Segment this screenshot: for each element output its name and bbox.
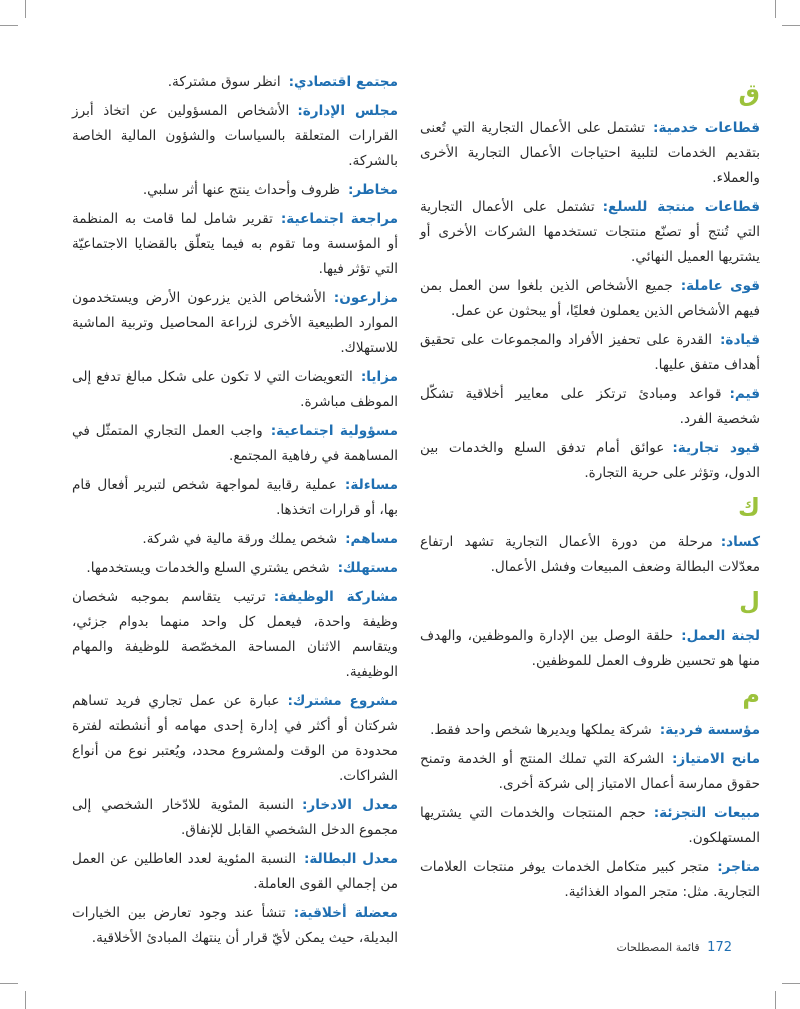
page-footer	[420, 940, 732, 955]
entry-definition: شخص يشتري السلع والخدمات ويستخدمها.	[86, 560, 330, 576]
entry-definition: شخص يملك ورقة مالية في شركة.	[142, 531, 338, 547]
glossary-entry	[72, 527, 398, 552]
entry-definition: تشتمل على الأعمال التجارية التي تُعنى بتقديم الخدمات لتلبية احتياجات الأعمال التجارية الأخرى والعملاء.	[420, 120, 760, 186]
entry-term: قوى عاملة:	[680, 278, 760, 294]
glossary-section-kaf	[420, 492, 760, 580]
entry-definition: القدرة على تحفيز الأفراد والمجموعات على تحقيق أهداف متفق عليها.	[420, 332, 760, 373]
glossary-entry	[72, 419, 398, 469]
section-title: قائمة المصطلحات	[616, 941, 700, 954]
glossary-entry	[72, 286, 398, 361]
crop-mark-top-right-v	[775, 0, 776, 18]
glossary-entry	[420, 328, 760, 378]
entry-term: قطاعات منتجة للسلع:	[602, 199, 761, 215]
glossary-column-right	[420, 72, 760, 909]
entry-term: مستهلك:	[337, 560, 398, 576]
entry-term: مشاركة الوظيفة:	[273, 589, 399, 605]
entry-definition: حجم المنتجات والخدمات التي يشتريها المستهلكون.	[420, 805, 760, 846]
glossary-entry	[72, 365, 398, 415]
glossary-entry	[420, 624, 760, 674]
glossary-section-mim	[420, 680, 760, 905]
entry-definition: جميع الأشخاص الذين بلغوا سن العمل بمن فيهم الأشخاص الذين يعملون فعليًا، أو يبحثون عن عمل.	[420, 278, 760, 319]
entry-definition: عملية رقابية لمواجهة شخص لتبرير أفعال قام بها، أو قرارات اتخذها.	[72, 477, 398, 518]
glossary-entry	[420, 530, 760, 580]
section-letter: ق	[738, 79, 760, 107]
entry-definition: حلقة الوصل بين الإدارة والموظفين، والهدف منها هو تحسين ظروف العمل للموظفين.	[420, 628, 760, 669]
entry-term: مجتمع اقتصادي:	[288, 74, 398, 90]
glossary-entry	[72, 207, 398, 282]
glossary-entry	[420, 801, 760, 851]
entry-term: مزايا:	[360, 369, 398, 385]
section-letter: ك	[738, 493, 760, 521]
entry-term: معضلة أخلاقية:	[293, 905, 398, 921]
glossary-entry	[420, 436, 760, 486]
glossary-entry	[72, 901, 398, 951]
crop-mark-top-right-h	[782, 25, 800, 26]
glossary-entry	[420, 747, 760, 797]
glossary-entry	[420, 195, 760, 270]
entry-term: معدل البطالة:	[303, 851, 398, 867]
section-letter: م	[742, 681, 760, 709]
crop-mark-top-left-v	[25, 0, 26, 18]
entry-term: مراجعة اجتماعية:	[280, 211, 399, 227]
entry-definition: النسبة المئوية للادّخار الشخصي إلى مجموع الدخل الشخصي القابل للإنفاق.	[72, 797, 398, 838]
entry-definition: تنشأ عند وجود تعارض بين الخيارات البديلة، حيث يمكن لأيّ قرار أن ينتهك المبادئ الأخلاقية.	[72, 905, 398, 946]
glossary-section-lam	[420, 586, 760, 674]
entry-term: مزارعون:	[333, 290, 398, 306]
entry-term: كساد:	[720, 534, 760, 550]
glossary-entry	[72, 70, 398, 95]
entry-definition: عبارة عن عمل تجاري فريد تساهم شركتان أو أكثر في إدارة إحدى مهامه أو أنشطته لفترة محدودة من الوقت ولمشروع محدد، ويُعتبر نوع من أنواع الشراكات.	[72, 693, 398, 784]
crop-mark-top-left-h	[0, 25, 18, 26]
section-letter: ل	[739, 587, 760, 615]
entry-definition: انظر سوق مشتركة.	[167, 74, 281, 90]
crop-mark-bottom-right-h	[782, 983, 800, 984]
entry-term: مسؤولية اجتماعية:	[270, 423, 398, 439]
page-number: 172	[707, 940, 732, 955]
glossary-entry	[72, 178, 398, 203]
crop-mark-bottom-left-v	[25, 991, 26, 1009]
entry-definition: واجب العمل التجاري المتمثّل في المساهمة في رفاهية المجتمع.	[72, 423, 398, 464]
entry-definition: تشتمل على الأعمال التجارية التي تُنتج أو تصنّع منتجات تستخدمها الشركات الأخرى أو يشتريها العميل النهائي.	[420, 199, 760, 265]
entry-term: مانح الامتياز:	[671, 751, 760, 767]
entry-term: مساهم:	[345, 531, 398, 547]
entry-term: قيم:	[729, 386, 760, 402]
glossary-entry	[420, 718, 760, 743]
entry-definition: عوائق أمام تدفق السلع والخدمات بين الدول، وتؤثر على حرية التجارة.	[420, 440, 760, 481]
entry-term: مخاطر:	[347, 182, 398, 198]
glossary-section-qaf	[420, 78, 760, 486]
entry-definition: متجر كبير متكامل الخدمات يوفر منتجات العلامات التجارية. مثل: متجر المواد الغذائية.	[420, 859, 760, 900]
entry-definition: الأشخاص الذين يزرعون الأرض ويستخدمون الموارد الطبيعية الأخرى لزراعة المحاصيل وتربية الماشية للاستهلاك.	[72, 290, 398, 356]
entry-definition: النسبة المئوية لعدد العاطلين عن العمل من إجمالي القوى العاملة.	[72, 851, 398, 892]
entry-term: مؤسسة فردية:	[659, 722, 760, 738]
glossary-entry	[420, 116, 760, 191]
glossary-entry	[420, 274, 760, 324]
glossary-entry	[72, 793, 398, 843]
entry-definition: تقرير شامل لما قامت به المنظمة أو المؤسسة وما تقوم به فيما يتعلّق بالقضايا الاجتماعيّة التي تؤثر فيها.	[72, 211, 398, 277]
glossary-entry	[72, 585, 398, 685]
glossary-entry	[72, 847, 398, 897]
entry-definition: ظروف وأحداث ينتج عنها أثر سلبي.	[142, 182, 340, 198]
entry-term: لجنة العمل:	[681, 628, 761, 644]
entry-term: مشروع مشترك:	[287, 693, 398, 709]
glossary-entry	[72, 556, 398, 581]
crop-mark-bottom-right-v	[775, 991, 776, 1009]
glossary-entry	[420, 855, 760, 905]
entry-term: متاجر:	[717, 859, 760, 875]
entry-term: معدل الادخار:	[301, 797, 398, 813]
entry-definition: قواعد ومبادئ ترتكز على معايير أخلاقية تشكّل شخصية الفرد.	[420, 386, 760, 427]
crop-mark-bottom-left-h	[0, 983, 18, 984]
entry-definition: ترتيب يتقاسم بموجبه شخصان وظيفة واحدة، فيعمل كل واحد منهما بدوام جزئي، ويتقاسم الاثنان المساحة المخصّصة للوظيفة والمهام الوظيفية.	[72, 589, 398, 680]
glossary-entry	[72, 473, 398, 523]
entry-definition: الأشخاص المسؤولين عن اتخاذ أبرز القرارات المتعلقة بالسياسات والشؤون المالية الخاصة بالشركة.	[72, 103, 398, 169]
entry-definition: الشركة التي تملك المنتج أو الخدمة وتمنح حقوق ممارسة أعمال الامتياز إلى شركة أخرى.	[420, 751, 760, 792]
entry-definition: شركة يملكها ويديرها شخص واحد فقط.	[430, 722, 652, 738]
entry-term: مجلس الإدارة:	[297, 103, 398, 119]
entry-term: قطاعات خدمية:	[653, 120, 760, 136]
glossary-column-left	[72, 70, 398, 955]
entry-term: مساءلة:	[344, 477, 398, 493]
entry-term: قيادة:	[720, 332, 760, 348]
glossary-entry	[72, 689, 398, 789]
glossary-entry	[72, 99, 398, 174]
entry-term: قيود تجارية:	[672, 440, 760, 456]
entry-term: مبيعات التجزئة:	[653, 805, 761, 821]
entry-definition: مرحلة من دورة الأعمال التجارية تشهد ارتفاع معدّلات البطالة وضعف المبيعات وفشل الأعمال.	[420, 534, 760, 575]
glossary-entry	[420, 382, 760, 432]
entry-definition: التعويضات التي لا تكون على شكل مبالغ تدفع إلى الموظف مباشرة.	[72, 369, 398, 410]
